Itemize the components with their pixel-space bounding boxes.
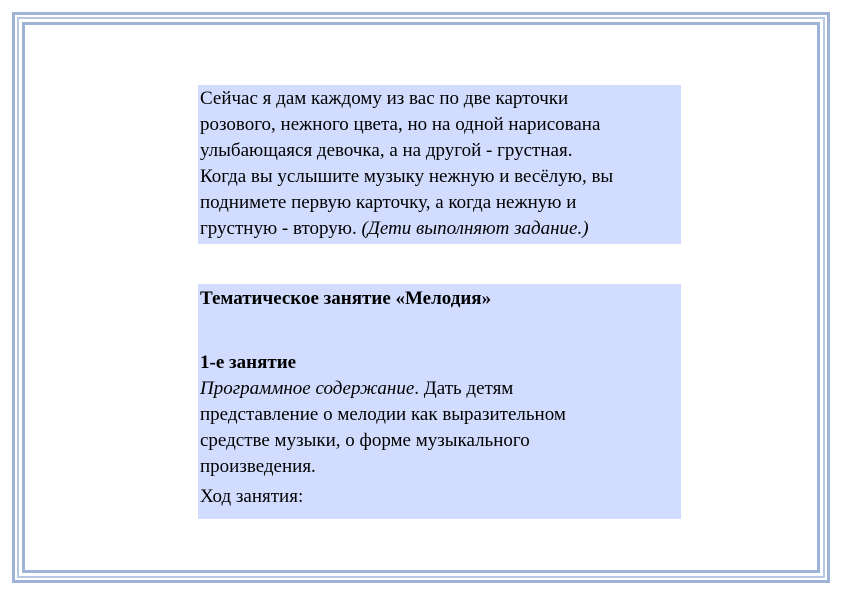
instruction-text-block bbox=[198, 85, 681, 244]
text-line bbox=[200, 216, 681, 242]
program-label: Программное содержание bbox=[200, 378, 415, 399]
stage-direction: (Дети выполняют задание.) bbox=[361, 218, 589, 239]
text-line: розового, нежного цвета, но на одной нарисована bbox=[200, 114, 601, 135]
text-line: средстве музыки, о форме музыкального bbox=[200, 430, 530, 451]
text-line: улыбающаяся девочка, а на другой - грустная. bbox=[200, 140, 573, 161]
text-line: Сейчас я дам каждому из вас по две карточки bbox=[200, 88, 569, 109]
text-line: поднимете первую карточку, а когда нежную и bbox=[200, 192, 577, 213]
text-plain: грустную - вторую. bbox=[200, 218, 362, 239]
program-text: . Дать детям bbox=[414, 378, 514, 399]
course-label: Ход занятия: bbox=[200, 486, 304, 507]
text-line: Когда вы услышите музыку нежную и весёлую, вы bbox=[200, 166, 614, 187]
text-line: произведения. bbox=[200, 456, 316, 477]
program-line bbox=[200, 376, 681, 402]
lesson-text-block bbox=[198, 284, 681, 519]
lesson-heading: 1-е занятие bbox=[200, 352, 297, 373]
spacer bbox=[200, 312, 681, 350]
lesson-title: Тематическое занятие «Мелодия» bbox=[200, 288, 492, 309]
text-line: представление о мелодии как выразительном bbox=[200, 404, 566, 425]
